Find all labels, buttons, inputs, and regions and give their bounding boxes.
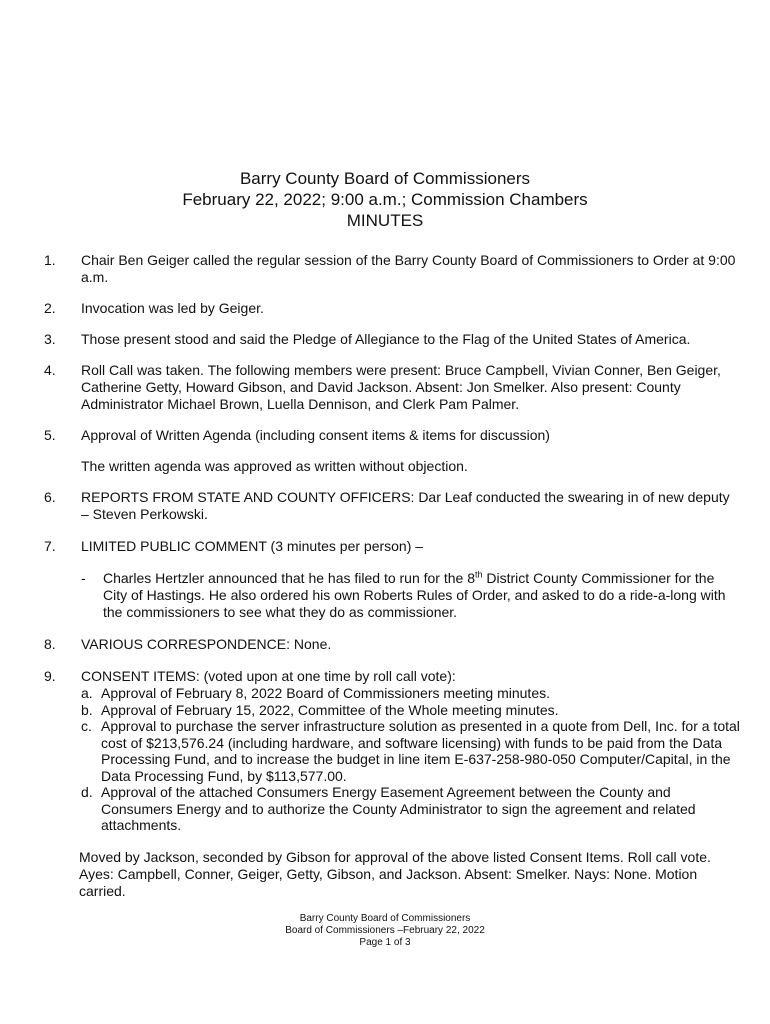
item-text: Roll Call was taken. The following members were present: Bruce Campbell, Vivian Conner, Ben Geiger, Catherine Getty, Howard Gibson, and David Jackson. Absent: Jon Smelker. Also present: County Administrator Michael Brown, Luella Dennison, and Clerk Pam Palmer. (81, 362, 721, 412)
item-text: VARIOUS CORRESPONDENCE: None. (81, 636, 332, 652)
item-number: 2. (44, 300, 56, 316)
document-title: Barry County Board of Commissioners (239, 169, 531, 188)
page-number: Page 1 of 3 (359, 937, 411, 948)
consent-item-a (81, 685, 741, 702)
consent-item-letter: c. (81, 718, 92, 734)
item-text: LIMITED PUBLIC COMMENT (3 minutes per person) – (81, 538, 424, 554)
consent-item-letter: b. (81, 701, 93, 718)
consent-item-d (81, 784, 741, 834)
footer-meeting: Board of Commissioners –February 22, 2022 (285, 925, 485, 936)
item-number: 4. (44, 362, 56, 378)
document-header (0, 168, 770, 231)
ordinal-superscript: th (475, 569, 483, 580)
consent-item-b (81, 702, 741, 719)
document-subtitle: MINUTES (346, 211, 424, 230)
consent-item-text: Approval of the attached Consumers Energy Easement Agreement between the County and Consumers Energy and to authorize the County Administrator to sign the agreement and related attachments. (101, 784, 696, 833)
consent-item-text: Approval to purchase the server infrastructure solution as presented in a quote from Dell, Inc. for a total cost of $213,576.24 (including hardware, and software licensing) with funds to be paid from the Data Processing Fund, and to increase the budget in line item E-637-258-980-050 Computer/Capital, in the Data Processing Fund, by $113,577.00. (101, 718, 740, 784)
public-comment-text: Charles Hertzler announced that he has filed to run for the 8th District County Commissioner for the City of Hastings. He also ordered his own Roberts Rules of Order, and asked to do a ride-a-long with the commissioners to see what they do as commissioner. (103, 569, 726, 620)
item-text: Approval of Written Agenda (including consent items & items for discussion) (81, 427, 550, 443)
consent-item-letter: d. (81, 784, 93, 800)
item-number: 7. (44, 538, 56, 554)
item-text: Chair Ben Geiger called the regular session of the Barry County Board of Commissioners to Order at 9:00 a.m. (81, 252, 736, 285)
page-footer (0, 913, 770, 949)
item-subtext: The written agenda was approved as written without objection. (81, 458, 468, 474)
consent-item-c (81, 718, 741, 784)
dash-bullet: - (81, 570, 86, 586)
item-number: 8. (44, 636, 56, 652)
consent-item-text: Approval of February 8, 2022 Board of Commissioners meeting minutes. (101, 685, 550, 701)
footer-organization: Barry County Board of Commissioners (299, 913, 471, 924)
motion-paragraph: Moved by Jackson, seconded by Gibson for approval of the above listed Consent Items. Roll call vote. Ayes: Campbell, Conner, Geiger, Getty, Gibson, and Jackson. Absent: Smelker. Nays: None. Motion carried. (79, 849, 711, 899)
item-number: 5. (44, 427, 56, 443)
meeting-date-line: February 22, 2022; 9:00 a.m.; Commission Chambers (182, 190, 588, 209)
item-text: CONSENT ITEMS: (voted upon at one time by roll call vote): (81, 668, 456, 684)
item-number: 1. (44, 252, 56, 268)
item-text: REPORTS FROM STATE AND COUNTY OFFICERS: Dar Leaf conducted the swearing in of new deputy – Steven Perkowski. (81, 489, 730, 522)
consent-items-list (81, 685, 741, 834)
item-text: Invocation was led by Geiger. (81, 300, 264, 316)
item-number: 9. (44, 668, 56, 684)
consent-item-text: Approval of February 15, 2022, Committee of the Whole meeting minutes. (101, 701, 559, 718)
item-number: 3. (44, 331, 56, 347)
consent-item-letter: a. (81, 685, 93, 701)
item-number: 6. (44, 489, 56, 505)
item-text: Those present stood and said the Pledge of Allegiance to the Flag of the United States of America. (81, 331, 691, 347)
